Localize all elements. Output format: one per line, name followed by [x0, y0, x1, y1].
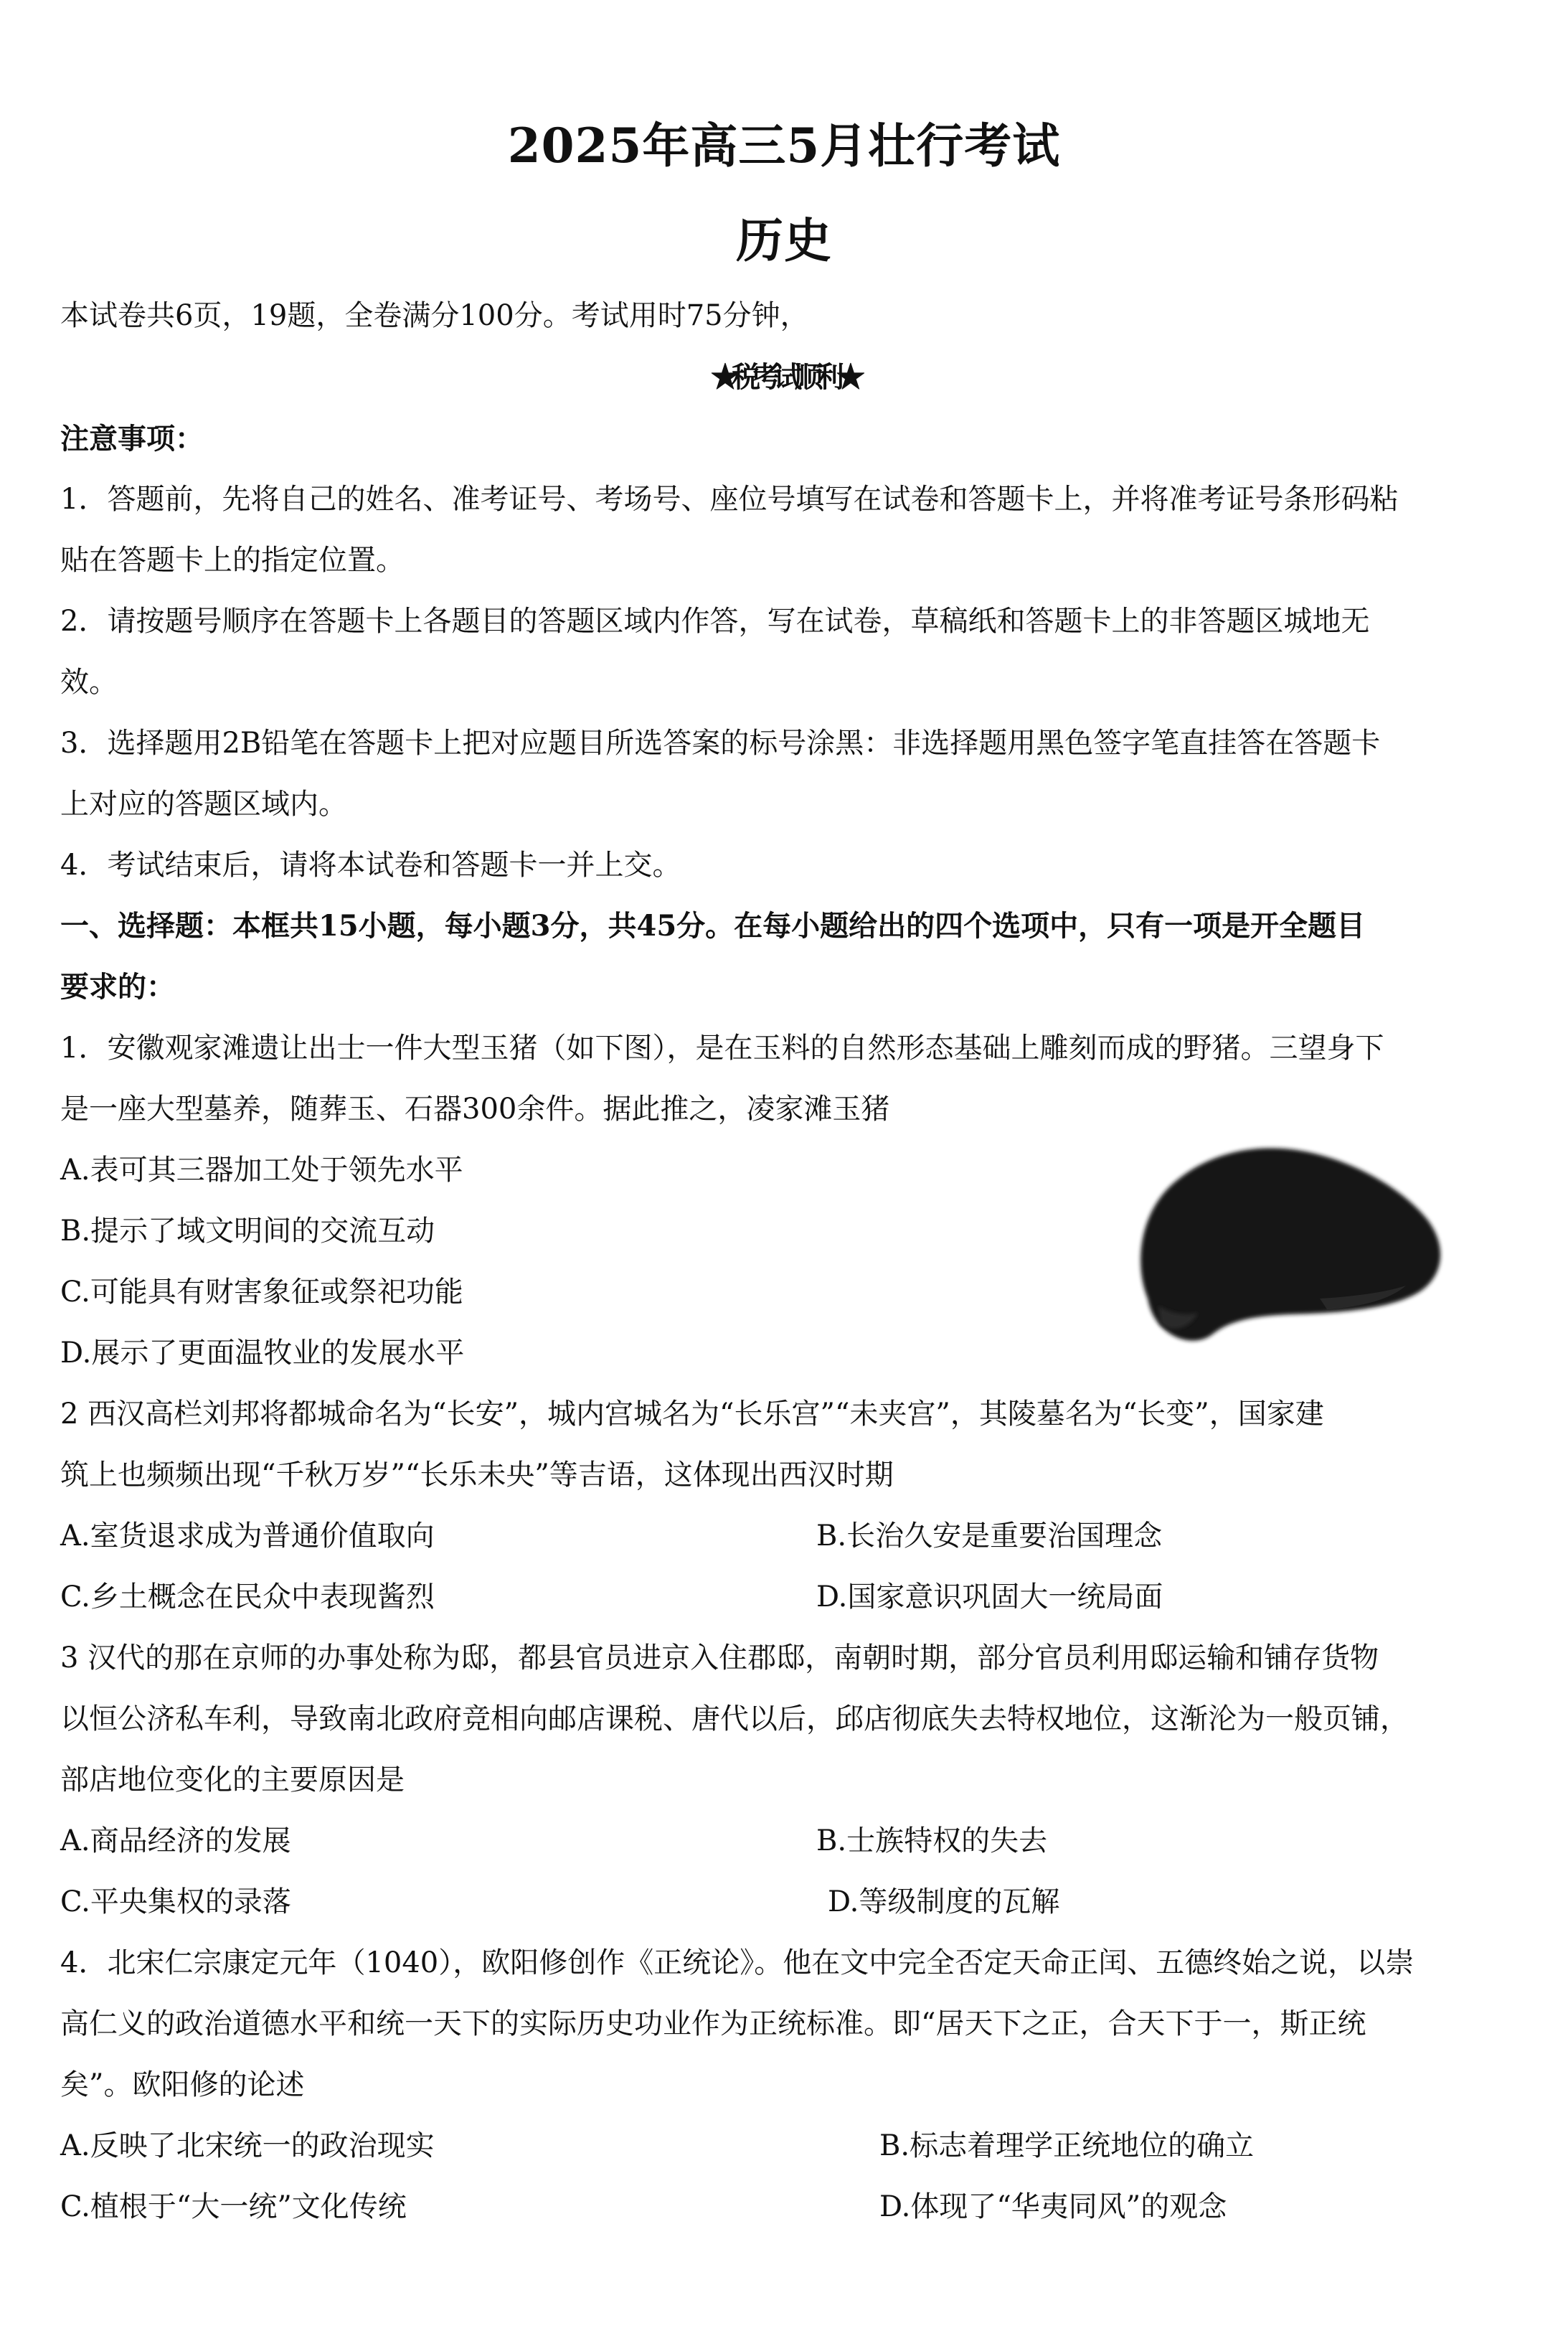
- question-2-option-a: A.室货退求成为普通价值取向: [60, 1520, 435, 1553]
- question-1-option-c: C.可能具有财害象征或祭祀功能: [60, 1276, 463, 1309]
- question-4-stem: 矣”。欧阳修的论述: [60, 2068, 305, 2101]
- note-line: 上对应的答题区域内。: [60, 788, 347, 821]
- note-line: 2．请按题号顺序在答题卡上各题目的答题区域内作答，写在试卷，草稿纸和答题卡上的非答题区城地无: [60, 605, 1370, 638]
- note-line: 效。: [60, 666, 118, 699]
- question-2-option-c: C.乡土概念在民众中表现酱烈: [60, 1580, 435, 1613]
- question-3-option-c: C.平央集权的录落: [60, 1885, 291, 1918]
- exam-title: 2025年高三5月壮行考试: [507, 118, 1061, 174]
- good-luck-banner: ★税考试顺利★: [711, 360, 857, 394]
- question-3-option-a: A.商品经济的发展: [60, 1824, 291, 1857]
- question-3-stem: 3 汉代的那在京师的办事处称为邸，都县官员进京入住郡邸，南朝时期，部分官员利用邸运输和铺存货物: [60, 1641, 1379, 1674]
- jade-pig-image: [1105, 1026, 1463, 1363]
- question-4-stem: 高仁义的政治道德水平和统一天下的实际历史功业作为正统标准。即“居天下之正，合天下于一，斯正统: [60, 2007, 1366, 2040]
- exam-info: 本试卷共6页，19题，全卷满分100分。考试用时75分钟，: [60, 299, 809, 332]
- question-3-option-d: D.等级制度的瓦解: [828, 1885, 1060, 1918]
- question-4-option-b: B.标志着理学正统地位的确立: [879, 2129, 1255, 2162]
- question-2-stem: 筑上也频频出现“千秋万岁”“长乐未央”等吉语，这体现出西汉时期: [60, 1459, 894, 1492]
- question-3-stem: 部店地位变化的主要原因是: [60, 1763, 405, 1796]
- note-line: 4．考试结束后，请将本试卷和答题卡一并上交。: [60, 849, 681, 882]
- section-heading-cont: 要求的：: [60, 970, 175, 1004]
- notes-heading: 注意事项：: [60, 422, 204, 456]
- question-2-option-d: D.国家意识巩固大一统局面: [816, 1580, 1163, 1613]
- question-4-option-d: D.体现了“华夷同风”的观念: [879, 2190, 1227, 2223]
- question-2-option-b: B.长治久安是重要治国理念: [816, 1520, 1163, 1553]
- question-1-stem: 是一座大型墓养，随葬玉、石器300余件。据此推之，凌家滩玉猪: [60, 1093, 890, 1126]
- section-heading: 一、选择题：本框共15小题，每小题3分，共45分。在每小题给出的四个选项中，只有一项是开全题目: [60, 909, 1366, 943]
- note-line: 贴在答题卡上的指定位置。: [60, 544, 405, 577]
- question-1-option-d: D.展示了更面温牧业的发展水平: [60, 1337, 465, 1370]
- question-1-option-b: B.提示了域文明间的交流互动: [60, 1215, 435, 1248]
- subject-title: 历史: [736, 212, 832, 268]
- note-line: 3．选择题用2B铅笔在答题卡上把对应题目所选答案的标号涂黑：非选择题用黑色签字笔直挂答在答题卡: [60, 727, 1381, 760]
- question-1-stem: 1．安徽观家滩遗让出士一件大型玉猪（如下图），是在玉料的自然形态基础上雕刻而成的野猪。三望身下: [60, 1032, 1384, 1065]
- question-4-option-c: C.植根于“大一统”文化传统: [60, 2190, 407, 2223]
- question-3-option-b: B.士族特权的失去: [816, 1824, 1048, 1857]
- question-1-option-a: A.表可其三器加工处于领先水平: [60, 1154, 463, 1187]
- question-4-option-a: A.反映了北宋统一的政治现实: [60, 2129, 435, 2162]
- note-line: 1．答题前，先将自己的姓名、准考证号、考场号、座位号填写在试卷和答题卡上，并将准考证号条形码粘: [60, 483, 1399, 516]
- question-2-stem: 2 西汉高栏刘邦将都城命名为“长安”，城内宫城名为“长乐宫”“未夹宫”，其陵墓名为“长变”，国家建: [60, 1398, 1324, 1431]
- question-3-stem: 以恒公济私车利，导致南北政府竞相向邮店课税、唐代以后，邱店彻底失去特权地位，这渐沦为一般页铺，: [60, 1702, 1409, 1735]
- question-4-stem: 4．北宋仁宗康定元年（1040），欧阳修创作《正统论》。他在文中完全否定天命正闰、五德终始之说，以崇: [60, 1946, 1414, 1979]
